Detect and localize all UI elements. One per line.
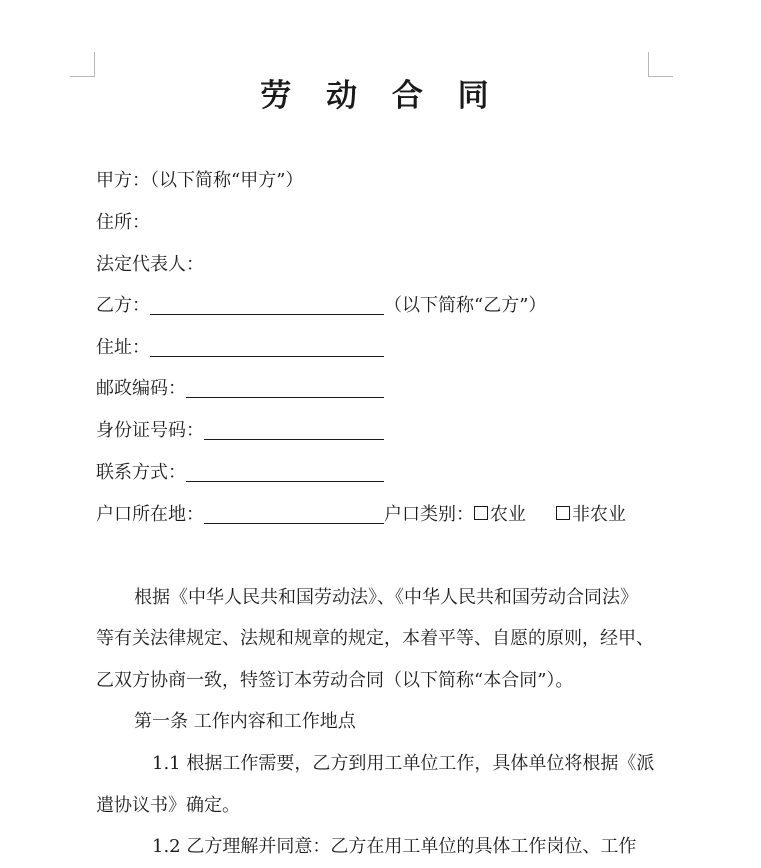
address-blank[interactable] [150,336,384,357]
hukou-line [96,501,626,529]
contact-label: 联系方式： [96,462,186,483]
agriculture-checkbox[interactable] [474,506,488,520]
id-number-blank[interactable] [204,419,384,440]
contact-blank[interactable] [186,461,384,482]
non-agriculture-checkbox[interactable] [556,506,570,520]
residence-line: 住所： [96,212,150,233]
address-line [96,334,384,362]
contact-line [96,459,384,487]
hukou-location-blank[interactable] [204,503,384,524]
id-number-line [96,417,384,445]
agriculture-option-label: 农业 [490,504,526,525]
clause-1-1-line-2: 遣协议书》确定。 [96,795,240,816]
party-b-line [96,292,546,320]
party-a-line: 甲方：（以下简称“甲方”） [96,170,304,191]
preamble-line-3: 乙双方协商一致，特签订本劳动合同（以下简称“本合同”）。 [96,670,574,691]
party-b-blank[interactable] [150,294,384,315]
preamble-line-2: 等有关法律规定、法规和规章的规定，本着平等、自愿的原则，经甲、 [96,628,654,649]
hukou-type-label: 户口类别： [384,504,474,525]
address-label: 住址： [96,337,150,358]
id-number-label: 身份证号码： [96,420,204,441]
postcode-line [96,375,384,403]
postcode-blank[interactable] [186,377,384,398]
document-title: 劳 动 合 同 [260,78,501,114]
postcode-label: 邮政编码： [96,378,186,399]
preamble-line-1: 根据《中华人民共和国劳动法》、《中华人民共和国劳动合同法》 [134,587,638,608]
party-b-label: 乙方： [96,295,150,316]
non-agriculture-option-label: 非农业 [572,504,626,525]
party-b-suffix: （以下简称“乙方”） [384,295,547,316]
clause-1-1-line-1: 1.1 根据工作需要，乙方到用工单位工作，具体单位将根据《派 [152,753,655,774]
hukou-location-label: 户口所在地： [96,504,204,525]
clause-1-2-line-1: 1.2 乙方理解并同意：乙方在用工单位的具体工作岗位、工作 [152,836,637,857]
article-1-heading: 第一条 工作内容和工作地点 [134,711,356,732]
legal-representative-line: 法定代表人： [96,254,204,275]
